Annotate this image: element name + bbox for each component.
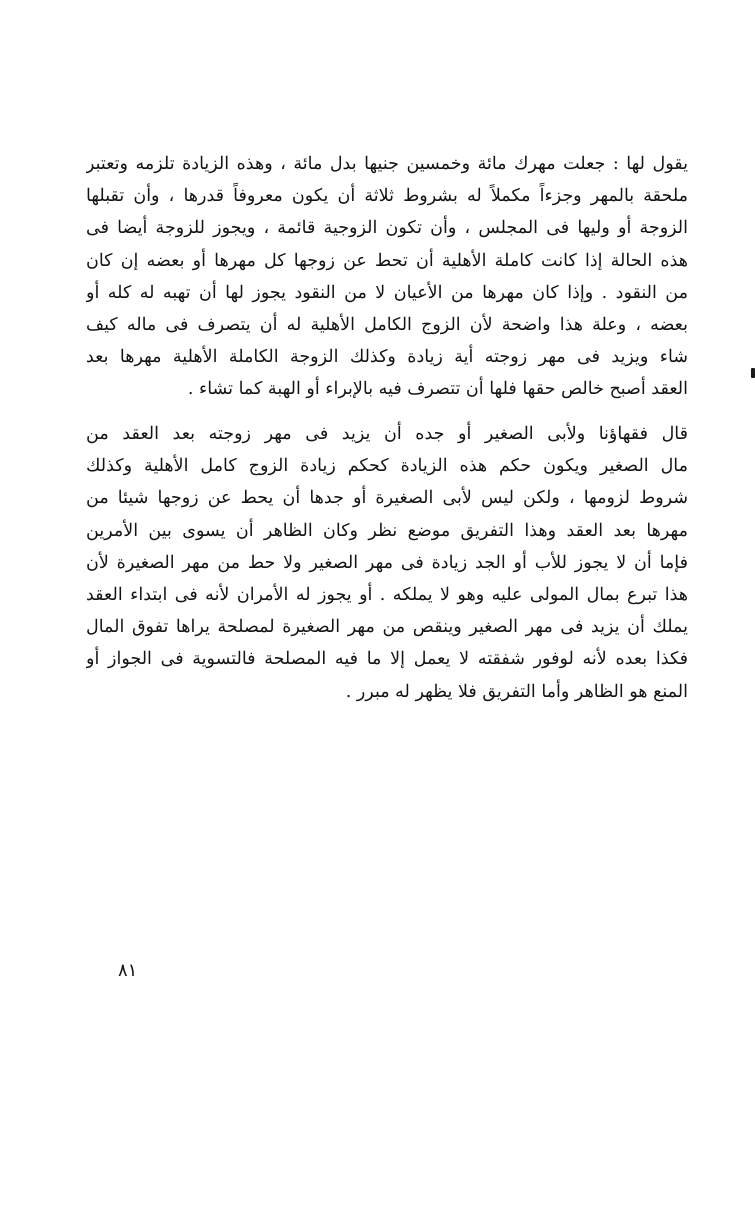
paragraph-line: الزوجة أو وليها فى المجلس ، وأن تكون الزوجية قائمة ، ويجوز للزوجة أيضا فى	[86, 218, 688, 239]
paragraph-line: بعضه ، وعلة هذا واضحة لأن الزوج الكامل الأهلية له أن يتصرف فى ماله كيف	[86, 315, 688, 336]
paragraph-2	[86, 418, 688, 708]
paragraph-line: قال فقهاؤنا ولأبى الصغير أو جده أن يزيد فى مهر زوجته بعد العقد من	[86, 424, 688, 444]
margin-mark	[751, 368, 755, 378]
paragraph-line: شاء ويزيد فى مهر زوجته أية زيادة وكذلك الزوجة الكاملة الأهلية مهرها بعد	[86, 347, 688, 368]
page-number: ٨١	[118, 960, 138, 981]
paragraph-line: فكذا بعده لأنه لوفور شفقته لا يعمل إلا ما فيه المصلحة فالتسوية فى الجواز أو	[86, 649, 688, 670]
paragraph-line: مهرها بعد العقد وهذا التفريق موضع نظر وكان الظاهر أن يسوى بين الأمرين	[86, 520, 688, 541]
paragraph-1	[86, 148, 688, 406]
paragraph-line: ملحقة بالمهر وجزءاً مكملاً له بشروط ثلاثة أن يكون معروفاً قدرها ، وأن تقبلها	[86, 186, 688, 207]
paragraph-line: المنع هو الظاهر وأما التفريق فلا يظهر له مبرر .	[345, 681, 688, 702]
paragraph-line: يقول لها : جعلت مهرك مائة وخمسين جنيها بدل مائة ، وهذه الزيادة تلزمه وتعتبر	[86, 154, 688, 174]
paragraph-line: فإما أن لا يجوز للأب أو الجد زيادة فى مهر الصغير ولا حط من مهر الصغيرة لأن	[86, 552, 688, 573]
paragraph-line: مال الصغير ويكون حكم هذه الزيادة كحكم زيادة الزوج كامل الأهلية وكذلك	[86, 456, 688, 477]
paragraph-line: هذه الحالة إذا كانت كاملة الأهلية أن تحط عن زوجها كل مهرها أو بعضه إن كان	[86, 250, 688, 271]
paragraph-line: من النقود . وإذا كان مهرها من الأعيان لا من النقود يجوز لها أن تهبه له كله أو	[86, 282, 688, 303]
paragraph-line: يملك أن يزيد فى مهر الصغير وينقص من مهر الصغيرة لمصلحة يراها تفوق المال	[86, 617, 688, 638]
paragraph-line: هذا تبرع بمال المولى عليه وهو لا يملكه . أو يجوز له الأمران لأنه فى ابتداء العقد	[86, 585, 688, 606]
paragraph-line: العقد أصبح خالص حقها فلها أن تتصرف فيه بالإبراء أو الهبة كما تشاء .	[187, 379, 688, 400]
paragraph-line: شروط لزومها ، ولكن ليس لأبى الصغيرة أو جدها أن يحط عن زوجها شيئا من	[86, 488, 688, 509]
